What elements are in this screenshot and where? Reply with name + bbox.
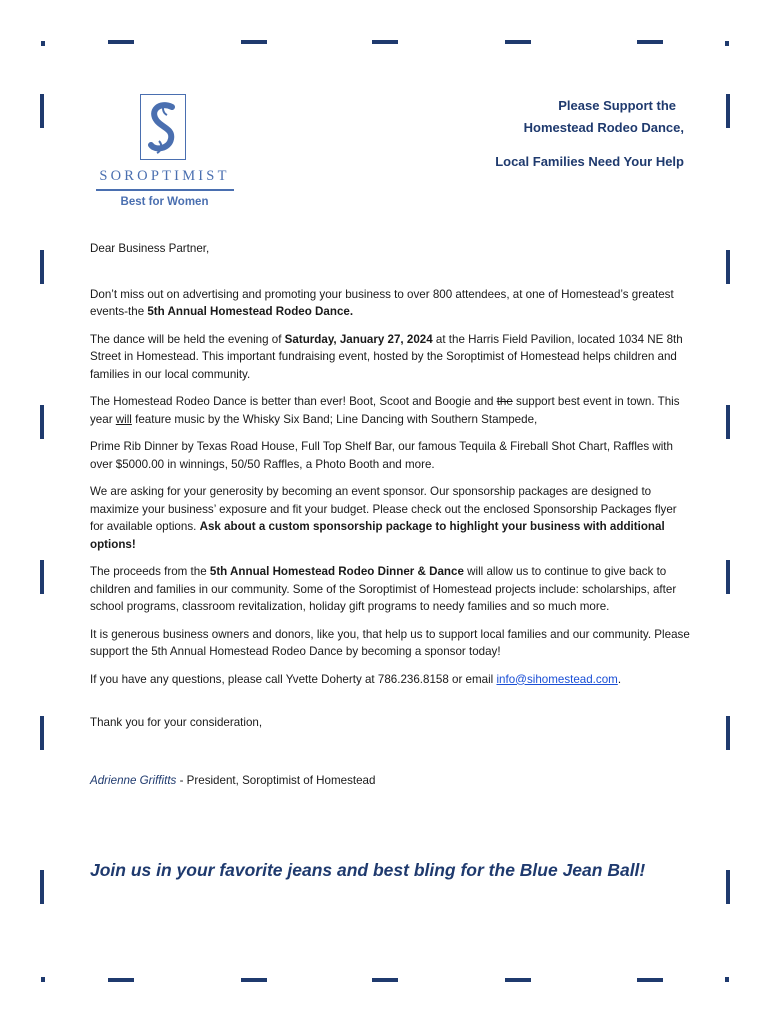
border-dash <box>726 250 730 284</box>
border-dash <box>372 40 398 44</box>
border-dash <box>40 870 44 904</box>
paragraph-details <box>90 331 690 384</box>
paragraph-text: If you have any questions, please call Yvette Doherty at 786.236.8158 or email <box>90 672 497 686</box>
border-dash <box>372 978 398 982</box>
event-name: 5th Annual Homestead Rodeo Dance. <box>147 305 354 318</box>
border-dash <box>505 978 531 982</box>
border-dash <box>40 560 44 594</box>
soroptimist-s-icon <box>140 94 186 160</box>
header-line-2: Homestead Rodeo Dance, <box>523 120 684 135</box>
border-dash <box>505 40 531 44</box>
border-dash <box>726 870 730 904</box>
border-dash <box>637 978 663 982</box>
border-dash <box>241 978 267 982</box>
paragraph-features <box>90 393 690 428</box>
header-line-1: Please Support the <box>558 98 676 113</box>
paragraph-text: Don’t miss out on advertising and promoting your business to over 800 attendees, at one of Homestead’s greatest events-the <box>90 287 674 318</box>
border-corner-top-right <box>725 41 729 46</box>
border-dash <box>726 405 730 439</box>
custom-package-callout: Ask about a custom sponsorship package to highlight your business with additional options! <box>90 520 665 551</box>
border-dash <box>241 40 267 44</box>
logo-wordmark: SOROPTIMIST <box>99 168 230 184</box>
paragraph-contact <box>90 671 690 689</box>
border-dash <box>40 716 44 750</box>
border-corner-top-left <box>41 41 45 46</box>
paragraph-appeal: It is generous business owners and donors, like you, that help us to support local families and our community. Please support the 5th Annual Homestead Rodeo Dance by becoming a sponsor today! <box>90 627 690 658</box>
border-dash <box>108 40 134 44</box>
paragraph-text: We are asking for your generosity by becoming an event sponsor. Our sponsorship packages are designed to maximize your business’ exposure and fit your budget. Please check out the enclosed Sponsorship Packages flyer for available options. <box>90 485 677 533</box>
struck-text: the <box>496 395 513 408</box>
border-dash <box>726 716 730 750</box>
paragraph-amenities: Prime Rib Dinner by Texas Road House, Full Top Shelf Bar, our famous Tequila & Fireball Shot Chart, Raffles with over $5000.00 in winnings, 50/50 Raffles, a Photo Booth and more. <box>90 440 673 471</box>
signer-title: - President, Soroptimist of Homestead <box>176 773 376 787</box>
paragraph-text: support best event in town. This year <box>90 395 680 426</box>
event-tagline: Join us in your favorite jeans and best bling for the Blue Jean Ball! <box>90 860 646 880</box>
border-dash <box>40 250 44 284</box>
email-link[interactable]: info@sihomestead.com <box>496 672 618 686</box>
letter-body <box>90 240 690 799</box>
event-full-name: 5th Annual Homestead Rodeo Dinner & Dance <box>209 565 464 578</box>
underlined-text: will <box>115 412 132 426</box>
paragraph-text: . <box>617 672 622 686</box>
paragraph-text: at the Harris Field Pavilion, located 1034 NE 8th Street in Homestead. This important fundraising event, hosted by the Soroptimist of Homestead helps children and families in our local community. <box>90 332 683 381</box>
logo-tagline: Best for Women <box>120 196 209 208</box>
paragraph-text: feature music by the Whisky Six Band; Line Dancing with Southern Stampede, <box>131 412 538 426</box>
signature <box>90 772 690 790</box>
border-dash <box>726 94 730 128</box>
header-line-3: Local Families Need Your Help <box>495 154 684 169</box>
border-corner-bottom-left <box>41 977 45 982</box>
border-corner-bottom-right <box>725 977 729 982</box>
paragraph-proceeds <box>90 563 690 616</box>
paragraph-text: The proceeds from the <box>90 565 210 578</box>
border-dash <box>40 405 44 439</box>
paragraph-text: The dance will be held the evening of <box>90 332 285 346</box>
letter-header <box>495 95 684 173</box>
paragraph-text: will allow us to continue to give back to children and families in our community. Some of the Soroptimist of Homestead projects include: scholarships, after school programs, classroom revitalization, holiday gift programs to needy families and so much more. <box>90 565 677 613</box>
signer-name: Adrienne Griffitts <box>90 773 177 787</box>
paragraph-intro <box>90 286 690 321</box>
salutation: Dear Business Partner, <box>90 242 210 255</box>
soroptimist-logo <box>92 94 237 214</box>
border-dash <box>40 94 44 128</box>
logo-divider <box>96 189 234 191</box>
border-dash <box>637 40 663 44</box>
paragraph-text: The Homestead Rodeo Dance is better than ever! Boot, Scoot and Boogie and <box>90 395 497 408</box>
border-dash <box>726 560 730 594</box>
closing: Thank you for your consideration, <box>90 716 263 729</box>
border-dash <box>108 978 134 982</box>
paragraph-sponsorship <box>90 483 690 553</box>
event-date: Saturday, January 27, 2024 <box>284 332 433 346</box>
